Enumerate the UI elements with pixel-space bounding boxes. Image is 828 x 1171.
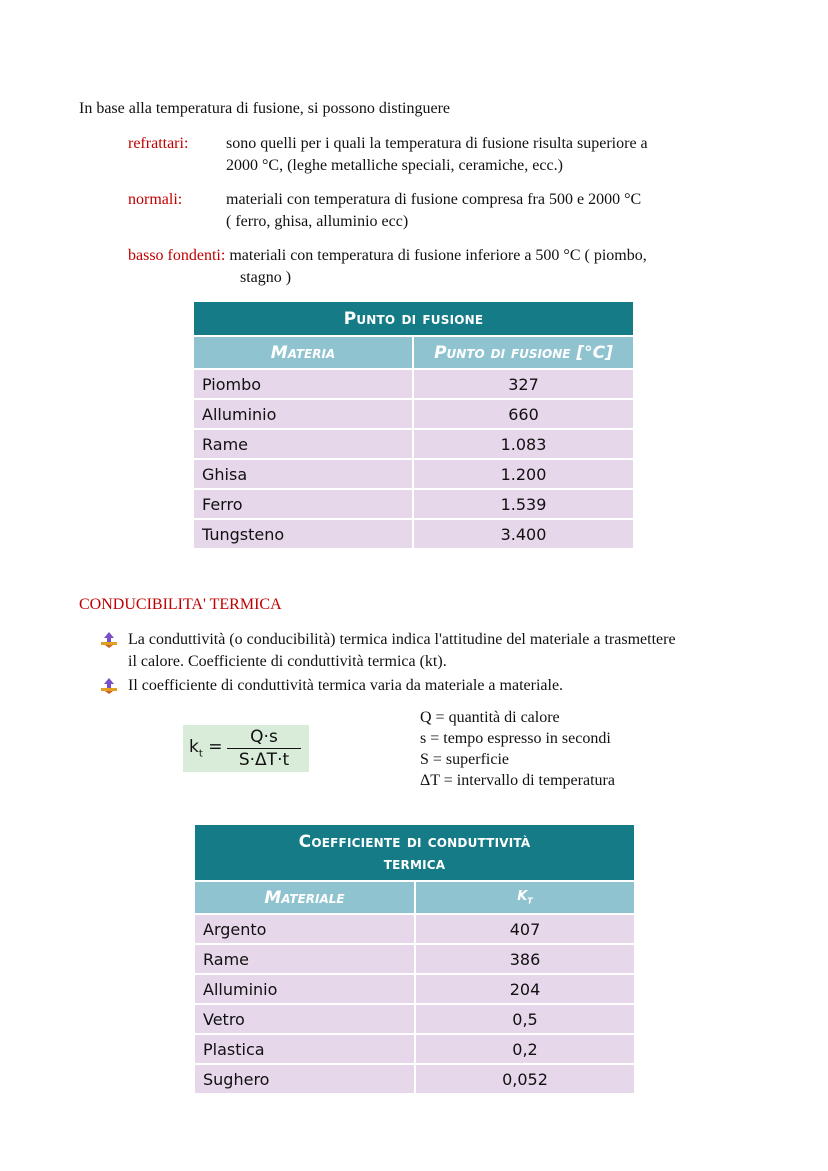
kt-symbol: K	[517, 889, 528, 905]
table-row	[194, 458, 633, 488]
column-header-materiale: Materiale	[195, 882, 416, 913]
material-name: Argento	[195, 913, 416, 943]
material-name: Sughero	[195, 1063, 416, 1093]
legend-item: Q = quantità di calore	[420, 709, 560, 726]
legend-item: s = tempo espresso in secondi	[420, 730, 611, 747]
material-name: Plastica	[195, 1033, 416, 1063]
table-row	[195, 1003, 634, 1033]
melting-point-table	[194, 302, 633, 548]
kt-subscript: T	[527, 896, 533, 906]
material-name: Alluminio	[194, 398, 414, 428]
material-name: Rame	[194, 428, 414, 458]
formula-numerator: Q·s	[250, 727, 278, 747]
melting-point-value: 3.400	[414, 518, 633, 548]
category-definition	[226, 189, 641, 233]
conductivity-value: 0,5	[416, 1003, 634, 1033]
material-name: Alluminio	[195, 973, 416, 1003]
table-row	[195, 913, 634, 943]
thermal-conductivity-table	[195, 825, 634, 1093]
formula-subscript: t	[198, 748, 203, 760]
category-term: refrattari:	[128, 135, 189, 152]
table-row	[194, 398, 633, 428]
category-basso-fondenti	[128, 245, 748, 291]
arrow-bullet-icon	[100, 677, 118, 695]
table-row	[194, 368, 633, 398]
material-name: Tungsteno	[194, 518, 414, 548]
table-title-line: Coefficiente di conduttività	[298, 831, 531, 852]
category-definition	[226, 133, 648, 177]
bullet-text: Il coefficiente di conduttività termica varia da materiale a materiale.	[128, 677, 564, 694]
melting-point-value: 1.083	[414, 428, 633, 458]
conductivity-value: 0,052	[416, 1063, 634, 1093]
table-row	[194, 518, 633, 548]
fraction-bar	[227, 748, 301, 749]
column-header-punto-fusione: Punto di fusione [°C]	[414, 337, 633, 368]
table-row	[195, 1063, 634, 1093]
definition-line: ( ferro, ghisa, alluminio ecc)	[226, 213, 409, 230]
definition-line: materiali con temperatura di fusione inferiore a 500 °C ( piombo,	[229, 247, 647, 264]
table-row	[194, 428, 633, 458]
melting-point-value: 660	[414, 398, 633, 428]
conductivity-formula	[183, 725, 309, 772]
table-row	[194, 488, 633, 518]
definition-line: materiali con temperatura di fusione compresa fra 500 e 2000 °C	[226, 191, 642, 208]
definition-line: stagno )	[240, 269, 292, 286]
conductivity-value: 204	[416, 973, 634, 1003]
conductivity-value: 0,2	[416, 1033, 634, 1063]
legend-item: ΔT = intervallo di temperatura	[420, 772, 615, 789]
column-header-kt	[416, 882, 634, 913]
definition-line: 2000 °C, (leghe metalliche speciali, ceramiche, ecc.)	[226, 157, 563, 174]
table-title: Punto di fusione	[194, 302, 633, 337]
bullet-item	[100, 675, 780, 697]
column-header-materia: Materia	[194, 337, 414, 368]
formula-lhs	[189, 737, 222, 759]
category-refrattari	[128, 133, 748, 179]
bullet-text	[128, 629, 768, 673]
bullet-item	[100, 629, 780, 675]
bullet-line: il calore. Coefficiente di conduttività termica (kt).	[128, 653, 447, 670]
formula-denominator: S·ΔT·t	[238, 750, 290, 770]
arrow-bullet-icon	[100, 631, 118, 649]
table-row	[195, 943, 634, 973]
material-name: Ghisa	[194, 458, 414, 488]
material-name: Ferro	[194, 488, 414, 518]
category-normali	[128, 189, 748, 235]
melting-point-value: 1.539	[414, 488, 633, 518]
legend-item: S = superficie	[420, 751, 509, 768]
material-name: Rame	[195, 943, 416, 973]
table-row	[195, 1033, 634, 1063]
table-title-line: termica	[383, 853, 446, 874]
material-name: Vetro	[195, 1003, 416, 1033]
table-title	[195, 825, 634, 882]
formula-symbol: k	[189, 737, 199, 757]
definition-line: sono quelli per i quali la temperatura di fusione risulta superiore a	[226, 135, 648, 152]
formula-equals: =	[208, 737, 223, 757]
material-name: Piombo	[194, 368, 414, 398]
table-row	[195, 973, 634, 1003]
melting-point-value: 1.200	[414, 458, 633, 488]
category-term: basso fondenti:	[128, 247, 226, 264]
bullet-line: La conduttività (o conducibilità) termica indica l'attitudine del materiale a trasmettere	[128, 631, 676, 648]
intro-text: In base alla temperatura di fusione, si possono distinguere	[79, 100, 451, 117]
section-title: CONDUCIBILITA' TERMICA	[79, 596, 282, 613]
conductivity-value: 407	[416, 913, 634, 943]
category-term: normali:	[128, 191, 183, 208]
formula-legend	[420, 707, 615, 791]
melting-point-value: 327	[414, 368, 633, 398]
conductivity-value: 386	[416, 943, 634, 973]
